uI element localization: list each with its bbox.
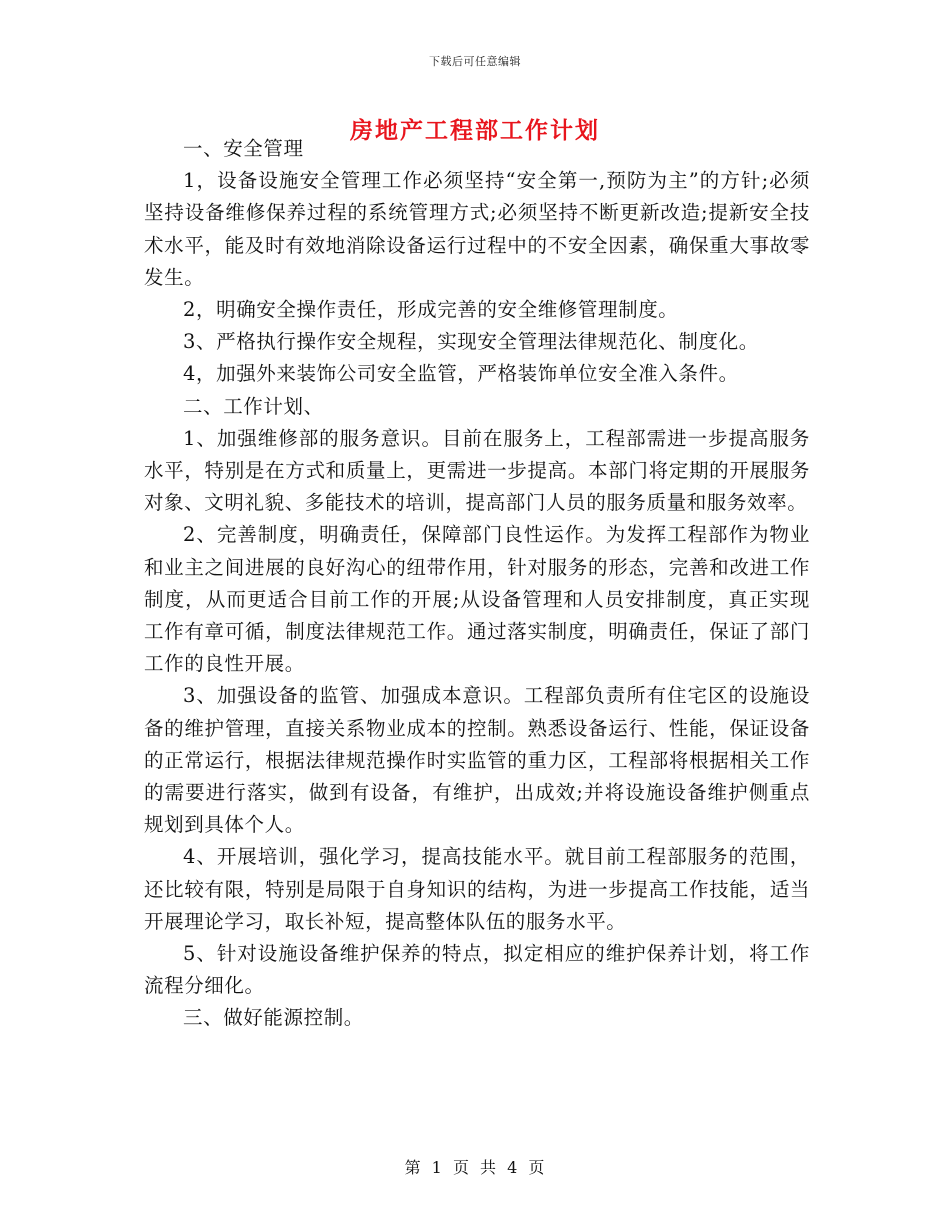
paragraph: 2，明确安全操作责任，形成完善的安全维修管理制度。 (183, 298, 679, 322)
page-number-footer: 第 1 页 共 4 页 (404, 1158, 546, 1177)
document-body (144, 133, 810, 1035)
document-title: 房地产工程部工作计划 (350, 117, 600, 144)
page-header-note: 下载后可任意编辑 (429, 55, 521, 68)
section-heading-energy: 三、做好能源控制。 (183, 1006, 364, 1030)
paragraph: 2、完善制度，明确责任，保障部门良性运作。为发挥工程部作为物业和业主之间进展的良好沟心的纽带作用，针对服务的形态，完善和改进工作制度，从而更适合目前工作的开展;从设备管理和人员安排制度，真正实现工作有章可循，制度法律规范工作。通过落实制度，明确责任，保证了部门工作的良性开展。 (144, 523, 810, 676)
paragraph: 1，设备设施安全管理工作必须坚持“安全第一,预防为主”的方针;必须坚持设备维修保养过程的系统管理方式;必须坚持不断更新改造;提新安全技术水平，能及时有效地消除设备运行过程中的不安全因素，确保重大事故零发生。 (144, 169, 810, 289)
section-heading-work-plan: 二、工作计划、 (183, 394, 324, 418)
paragraph: 4，加强外来装饰公司安全监管，严格装饰单位安全准入条件。 (183, 362, 739, 386)
paragraph: 5、针对设施设备维护保养的特点，拟定相应的维护保养计划，将工作流程分细化。 (144, 942, 810, 998)
paragraph: 1、加强维修部的服务意识。目前在服务上，工程部需进一步提高服务水平，特别是在方式和质量上，更需进一步提高。本部门将定期的开展服务对象、文明礼貌、多能技术的培训，提高部门人员的服务质量和服务效率。 (144, 426, 810, 515)
paragraph: 3、严格执行操作安全规程，实现安全管理法律规范化、制度化。 (183, 330, 759, 354)
paragraph: 3、加强设备的监管、加强成本意识。工程部负责所有住宅区的设施设备的维护管理，直接关系物业成本的控制。熟悉设备运行、性能，保证设备的正常运行，根据法律规范操作时实监管的重力区，工程部将根据相关工作的需要进行落实，做到有设备，有维护，出成效;并将设施设备维护侧重点规划到具体个人。 (144, 684, 810, 837)
paragraph: 4、开展培训，强化学习，提高技能水平。就目前工程部服务的范围，还比较有限，特别是局限于自身知识的结构，为进一步提高工作技能，适当开展理论学习，取长补短，提高整体队伍的服务水平。 (144, 845, 810, 933)
section-heading-safety: 一、安全管理 (183, 137, 304, 160)
